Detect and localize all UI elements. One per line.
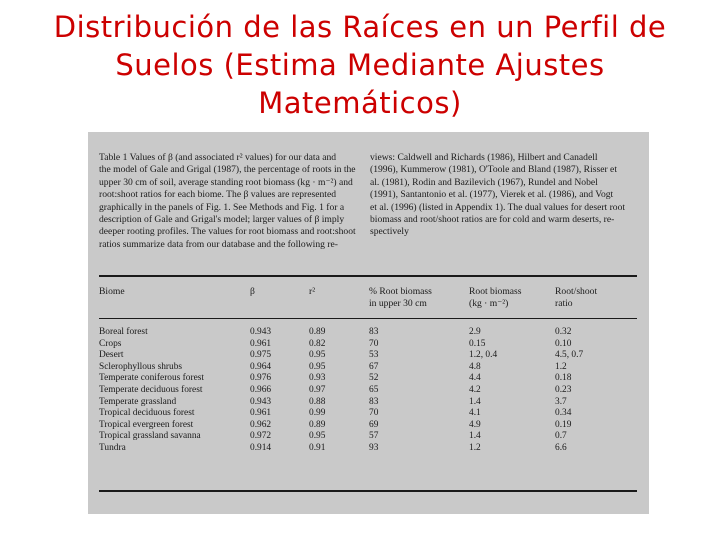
cell-root-biomass: 4.9 xyxy=(469,419,481,430)
table-row xyxy=(88,339,649,351)
slide-title-line: Suelos (Estima Mediante Ajustes xyxy=(115,48,605,82)
slide-title xyxy=(20,8,700,122)
cell-root-shoot: 0.7 xyxy=(555,431,567,442)
cell-root-pct: 67 xyxy=(369,361,379,372)
header-beta: β xyxy=(250,286,255,297)
cell-beta: 0.975 xyxy=(250,350,272,361)
table-caption-left xyxy=(99,152,361,251)
cell-biome: Tropical grassland savanna xyxy=(99,431,201,442)
cell-r2: 0.88 xyxy=(309,396,326,407)
cell-root-pct: 83 xyxy=(369,396,379,407)
cell-biome: Tundra xyxy=(99,443,126,453)
cell-beta: 0.961 xyxy=(250,408,272,419)
caption-line: deeper rooting profiles. The values for root biomass and root:shoot xyxy=(99,226,356,238)
table-row xyxy=(88,327,649,339)
header-root-shoot-line1: Root/shoot xyxy=(555,286,598,297)
cell-root-shoot: 6.6 xyxy=(555,443,567,453)
caption-line: root:shoot ratios for each biome. The β values are represented xyxy=(99,189,337,201)
cell-beta: 0.961 xyxy=(250,338,272,349)
cell-root-pct: 93 xyxy=(369,443,379,453)
header-r2: r² xyxy=(309,286,316,297)
cell-r2: 0.89 xyxy=(309,419,326,430)
table-row xyxy=(88,431,649,443)
slide-title-line: Distribución de las Raíces en un Perfil de xyxy=(53,10,667,44)
cell-r2: 0.95 xyxy=(309,361,326,372)
cell-root-shoot: 0.19 xyxy=(555,419,572,430)
cell-biome: Tropical evergreen forest xyxy=(99,419,194,430)
cell-root-pct: 70 xyxy=(369,338,379,349)
cell-beta: 0.914 xyxy=(250,443,272,453)
table-bottom-rule xyxy=(99,490,637,492)
header-root-biomass-line2: (kg · m⁻²) xyxy=(469,298,509,309)
caption-line: biomass and root/shoot ratios are for cold and warm deserts, re- xyxy=(370,214,615,226)
cell-root-pct: 65 xyxy=(369,385,379,395)
caption-line: ratios summarize data from our database and the following re- xyxy=(99,238,338,250)
header-root-pct xyxy=(369,286,432,310)
table-row xyxy=(88,362,649,374)
cell-root-biomass: 4.2 xyxy=(469,385,481,395)
caption-line: Table 1 Values of β (and associated r² values) for our data and xyxy=(99,152,337,163)
header-root-pct-line1: % Root biomass xyxy=(369,286,432,297)
cell-root-shoot: 1.2 xyxy=(555,361,567,372)
cell-r2: 0.95 xyxy=(309,431,326,442)
cell-biome: Temperate deciduous forest xyxy=(99,385,203,395)
cell-root-biomass: 0.15 xyxy=(469,338,486,349)
cell-root-biomass: 1.2 xyxy=(469,443,481,453)
cell-root-shoot: 0.32 xyxy=(555,327,572,337)
slide-title-line: Matemáticos) xyxy=(258,86,462,120)
cell-root-pct: 57 xyxy=(369,431,379,442)
cell-beta: 0.972 xyxy=(250,431,272,442)
header-root-shoot xyxy=(555,286,597,310)
cell-beta: 0.976 xyxy=(250,373,272,384)
cell-r2: 0.89 xyxy=(309,327,326,337)
header-root-pct-line2: in upper 30 cm xyxy=(369,298,427,309)
cell-root-pct: 69 xyxy=(369,419,379,430)
cell-biome: Temperate grassland xyxy=(99,396,177,407)
header-root-biomass xyxy=(469,286,522,310)
cell-biome: Temperate coniferous forest xyxy=(99,373,205,384)
table-row xyxy=(88,350,649,362)
caption-line: views: Caldwell and Richards (1986), Hilbert and Canadell xyxy=(370,152,598,163)
scanned-table-image xyxy=(88,132,649,514)
table-top-rule xyxy=(99,275,637,277)
caption-line: et al. (1996) (listed in Appendix 1). The dual values for desert root xyxy=(370,201,626,213)
table-caption-right xyxy=(370,152,638,239)
caption-line: (1996), Kummerow (1981), O'Toole and Bland (1987), Risser et xyxy=(370,164,617,176)
table-row xyxy=(88,373,649,385)
table-row xyxy=(88,420,649,432)
cell-root-shoot: 0.10 xyxy=(555,338,572,349)
table-row xyxy=(88,397,649,409)
cell-r2: 0.93 xyxy=(309,373,326,384)
cell-beta: 0.943 xyxy=(250,327,272,337)
cell-root-shoot: 0.18 xyxy=(555,373,572,384)
cell-root-shoot: 3.7 xyxy=(555,396,567,407)
cell-beta: 0.964 xyxy=(250,361,272,372)
caption-line: al. (1981), Rodin and Bazilevich (1967), Rundel and Nobel xyxy=(370,176,598,188)
cell-biome: Tropical deciduous forest xyxy=(99,408,195,419)
cell-biome: Desert xyxy=(99,350,124,361)
cell-beta: 0.966 xyxy=(250,385,272,395)
table-row xyxy=(88,443,649,455)
caption-line: graphically in the panels of Fig. 1. See Methods and Fig. 1 for a xyxy=(99,201,345,213)
cell-r2: 0.99 xyxy=(309,408,326,419)
header-biome: Biome xyxy=(99,286,125,297)
cell-r2: 0.91 xyxy=(309,443,326,453)
header-rule xyxy=(99,318,637,319)
cell-r2: 0.97 xyxy=(309,385,326,395)
caption-line: (1991), Santantonio et al. (1977), Vierek et al. (1986), and Vogt xyxy=(370,189,614,201)
cell-root-biomass: 1.4 xyxy=(469,431,481,442)
table-row xyxy=(88,408,649,420)
cell-root-biomass: 4.8 xyxy=(469,361,481,372)
cell-root-pct: 70 xyxy=(369,408,379,419)
cell-root-biomass: 4.4 xyxy=(469,373,481,384)
cell-r2: 0.82 xyxy=(309,338,326,349)
cell-root-pct: 53 xyxy=(369,350,379,361)
cell-root-pct: 52 xyxy=(369,373,379,384)
header-root-biomass-line1: Root biomass xyxy=(469,286,522,297)
cell-root-biomass: 2.9 xyxy=(469,327,481,337)
cell-root-shoot: 0.34 xyxy=(555,408,572,419)
cell-beta: 0.943 xyxy=(250,396,272,407)
cell-root-biomass: 1.2, 0.4 xyxy=(469,350,498,361)
caption-line: the model of Gale and Grigal (1987), the percentage of roots in the xyxy=(99,164,356,176)
cell-biome: Sclerophyllous shrubs xyxy=(99,361,183,372)
cell-root-shoot: 0.23 xyxy=(555,385,572,395)
cell-root-shoot: 4.5, 0.7 xyxy=(555,350,584,361)
cell-r2: 0.95 xyxy=(309,350,326,361)
cell-root-biomass: 4.1 xyxy=(469,408,481,419)
caption-line: spectively xyxy=(370,226,409,238)
caption-line: description of Gale and Grigal's model; larger values of β imply xyxy=(99,214,345,226)
header-root-shoot-line2: ratio xyxy=(555,298,573,309)
cell-root-biomass: 1.4 xyxy=(469,396,481,407)
cell-beta: 0.962 xyxy=(250,419,272,430)
cell-root-pct: 83 xyxy=(369,327,379,337)
caption-line: upper 30 cm of soil, average standing root biomass (kg · m⁻²) and xyxy=(99,176,353,188)
cell-biome: Crops xyxy=(99,338,122,349)
cell-biome: Boreal forest xyxy=(99,327,148,337)
table-row xyxy=(88,385,649,397)
